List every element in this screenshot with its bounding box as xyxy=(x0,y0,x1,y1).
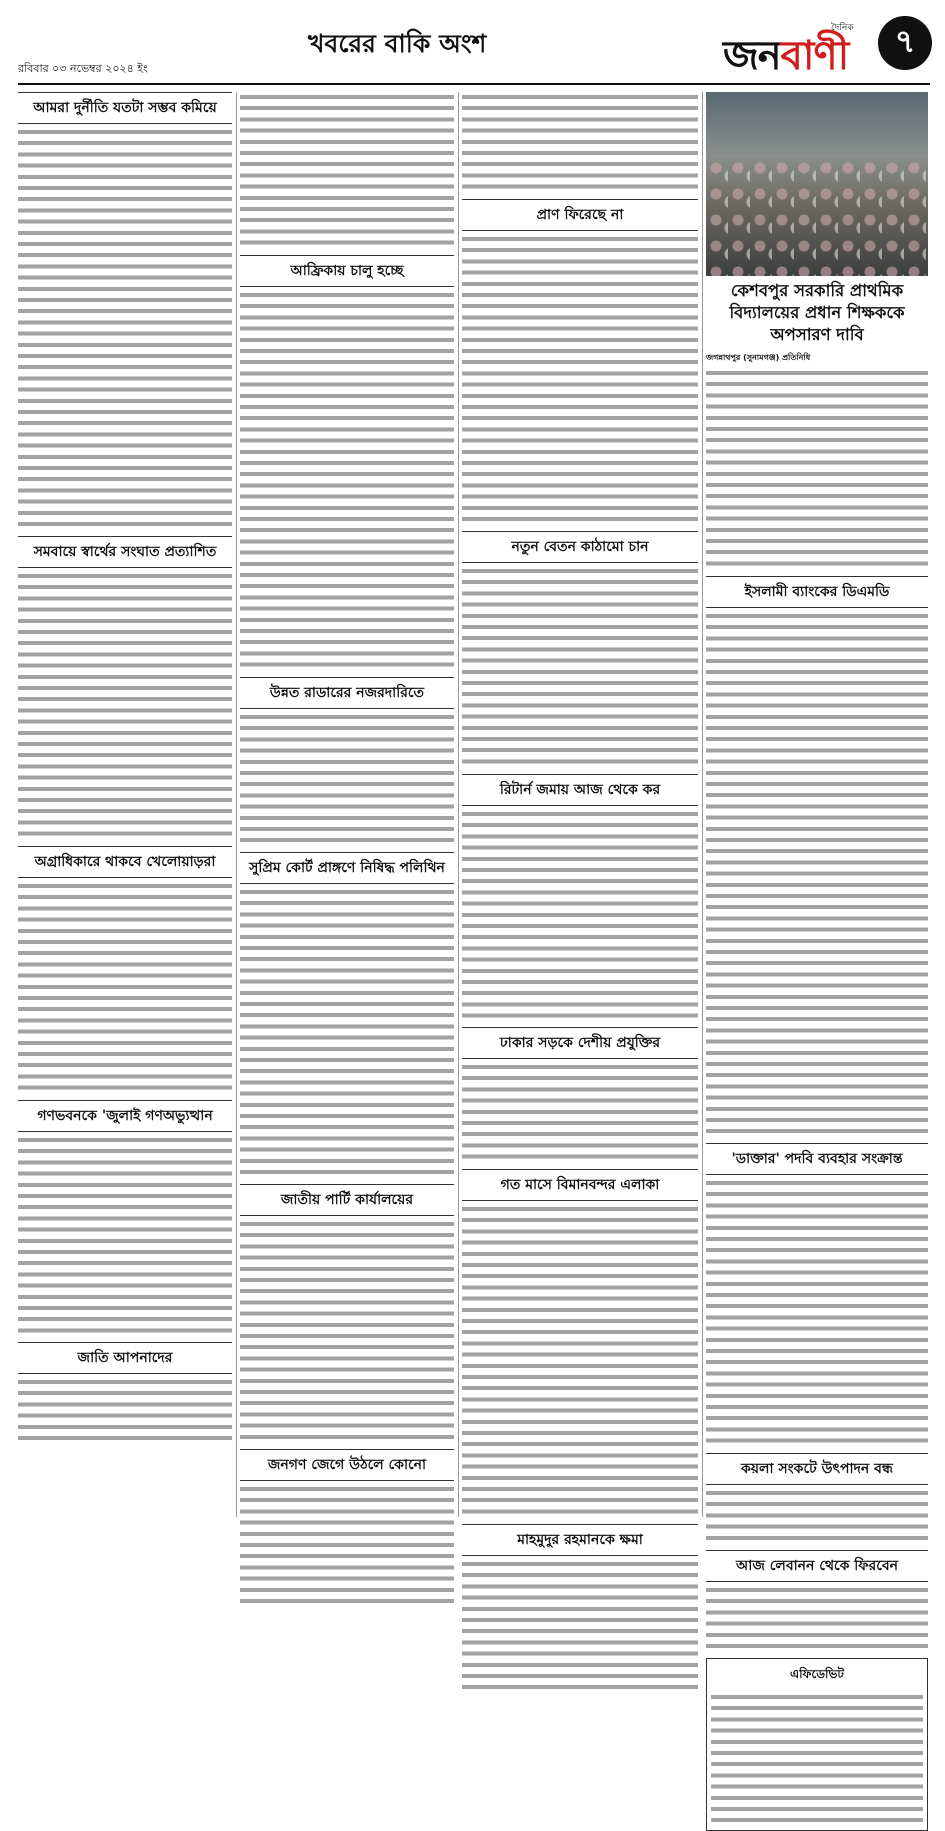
byline: জগন্নাথপুর (সুনামগঞ্জ) প্রতিনিধি xyxy=(706,353,811,362)
article xyxy=(240,1184,454,1443)
article-body xyxy=(706,1585,928,1652)
affidavit-title: এফিডেভিট xyxy=(790,1666,844,1681)
affidavit-box xyxy=(706,1658,928,1831)
article-headline: মাহমুদুর রহমানকে ক্ষমা xyxy=(462,1524,698,1556)
column-2 xyxy=(240,92,454,1517)
article xyxy=(18,536,232,840)
news-photo xyxy=(706,92,928,276)
article xyxy=(706,1550,928,1652)
article xyxy=(462,774,698,1022)
article xyxy=(706,576,928,1137)
article-headline: ঢাকার সড়কে দেশীয় প্রযুক্তির xyxy=(462,1027,698,1059)
article-headline: প্রাণ ফিরেছে না xyxy=(462,199,698,231)
article-headline: রিটার্ন জমায় আজ থেকে কর xyxy=(462,774,698,806)
article-headline: 'ডাক্তার' পদবি ব্যবহার সংক্রান্ত xyxy=(706,1143,928,1175)
article-body xyxy=(18,1377,232,1444)
article xyxy=(462,1169,698,1518)
article-body xyxy=(18,571,232,840)
article-body xyxy=(240,1484,454,1607)
column-1 xyxy=(18,92,232,1517)
article-headline: সুপ্রিম কোর্ট প্রাঙ্গণে নিষিদ্ধ পলিথিন xyxy=(240,852,454,884)
article-headline: গণভবনকে 'জুলাই গণঅভ্যুত্থান xyxy=(18,1100,232,1132)
page-number: ৭ xyxy=(878,16,932,70)
affidavit-body xyxy=(711,1692,923,1826)
article-headline: আজ লেবানন থেকে ফিরবেন xyxy=(706,1550,928,1582)
article-body xyxy=(240,290,454,671)
article xyxy=(462,531,698,768)
newspaper-logo xyxy=(723,16,873,78)
article-body xyxy=(240,712,454,846)
article-body xyxy=(240,887,454,1178)
article-headline: আফ্রিকায় চালু হচ্ছে xyxy=(240,255,454,287)
article-body xyxy=(462,566,698,768)
article-body xyxy=(706,611,928,1137)
article-headline: উন্নত রাডারের নজরদারিতে xyxy=(240,677,454,709)
article-body xyxy=(462,1062,698,1163)
article-body xyxy=(462,809,698,1022)
article-headline: আমরা দুর্নীতি যতটা সম্ভব কমিয়ে xyxy=(18,92,232,124)
article xyxy=(18,846,232,1094)
article-body xyxy=(18,881,232,1094)
article xyxy=(240,1449,454,1607)
article-body xyxy=(18,1135,232,1337)
article xyxy=(18,92,232,530)
article-body xyxy=(462,234,698,525)
column-4 xyxy=(706,92,928,1681)
daily-label: দৈনিক xyxy=(831,23,854,33)
article xyxy=(18,1342,232,1444)
article-headline: জাতি আপনাদের xyxy=(18,1342,232,1374)
article xyxy=(240,92,454,249)
article-body xyxy=(18,127,232,530)
column-rule xyxy=(458,92,459,1517)
article-headline: ইসলামী ব্যাংকের ডিএমডি xyxy=(706,576,928,608)
page-title: খবরের বাকি অংশ xyxy=(308,29,487,58)
article xyxy=(240,677,454,846)
logo-text: জনবাণী xyxy=(723,32,849,79)
column-rule xyxy=(702,92,703,1517)
article-headline: নতুন বেতন কাঠামো চান xyxy=(462,531,698,563)
article-body xyxy=(240,92,454,249)
article-headline: জনগণ জেগে উঠলে কোনো xyxy=(240,1449,454,1481)
article-body xyxy=(706,1178,928,1447)
issue-date: রবিবার ০৩ নভেম্বর ২০২৪ ইং xyxy=(18,62,148,75)
article-body xyxy=(462,92,698,193)
article xyxy=(462,92,698,193)
article xyxy=(706,1143,928,1447)
column-rule xyxy=(236,92,237,1517)
article xyxy=(462,1027,698,1163)
article-body xyxy=(706,1488,928,1544)
article xyxy=(462,199,698,525)
column-3 xyxy=(462,92,698,1548)
article-headline: জাতীয় পার্টি কার্যালয়ের xyxy=(240,1184,454,1216)
article-body xyxy=(462,1204,698,1518)
article-body xyxy=(240,1219,454,1443)
article xyxy=(18,1100,232,1337)
article xyxy=(706,1453,928,1544)
article xyxy=(240,255,454,671)
article xyxy=(462,1524,698,1693)
article-headline: গত মাসে বিমানবন্দর এলাকা xyxy=(462,1169,698,1201)
lead-headline: কেশবপুর সরকারি প্রাথমিক বিদ্যালয়ের প্রধান শিক্ষককে অপসারণ দাবি xyxy=(729,281,905,344)
article xyxy=(240,852,454,1178)
article-body xyxy=(706,368,928,570)
article-headline: কয়লা সংকটে উৎপাদন বন্ধ xyxy=(706,1453,928,1485)
article-headline: অগ্রাধিকারে থাকবে খেলোয়াড়রা xyxy=(18,846,232,878)
article-headline: সমবায়ে স্বার্থের সংঘাত প্রত্যাশিত xyxy=(18,536,232,568)
masthead xyxy=(18,10,930,85)
article-body xyxy=(462,1559,698,1693)
